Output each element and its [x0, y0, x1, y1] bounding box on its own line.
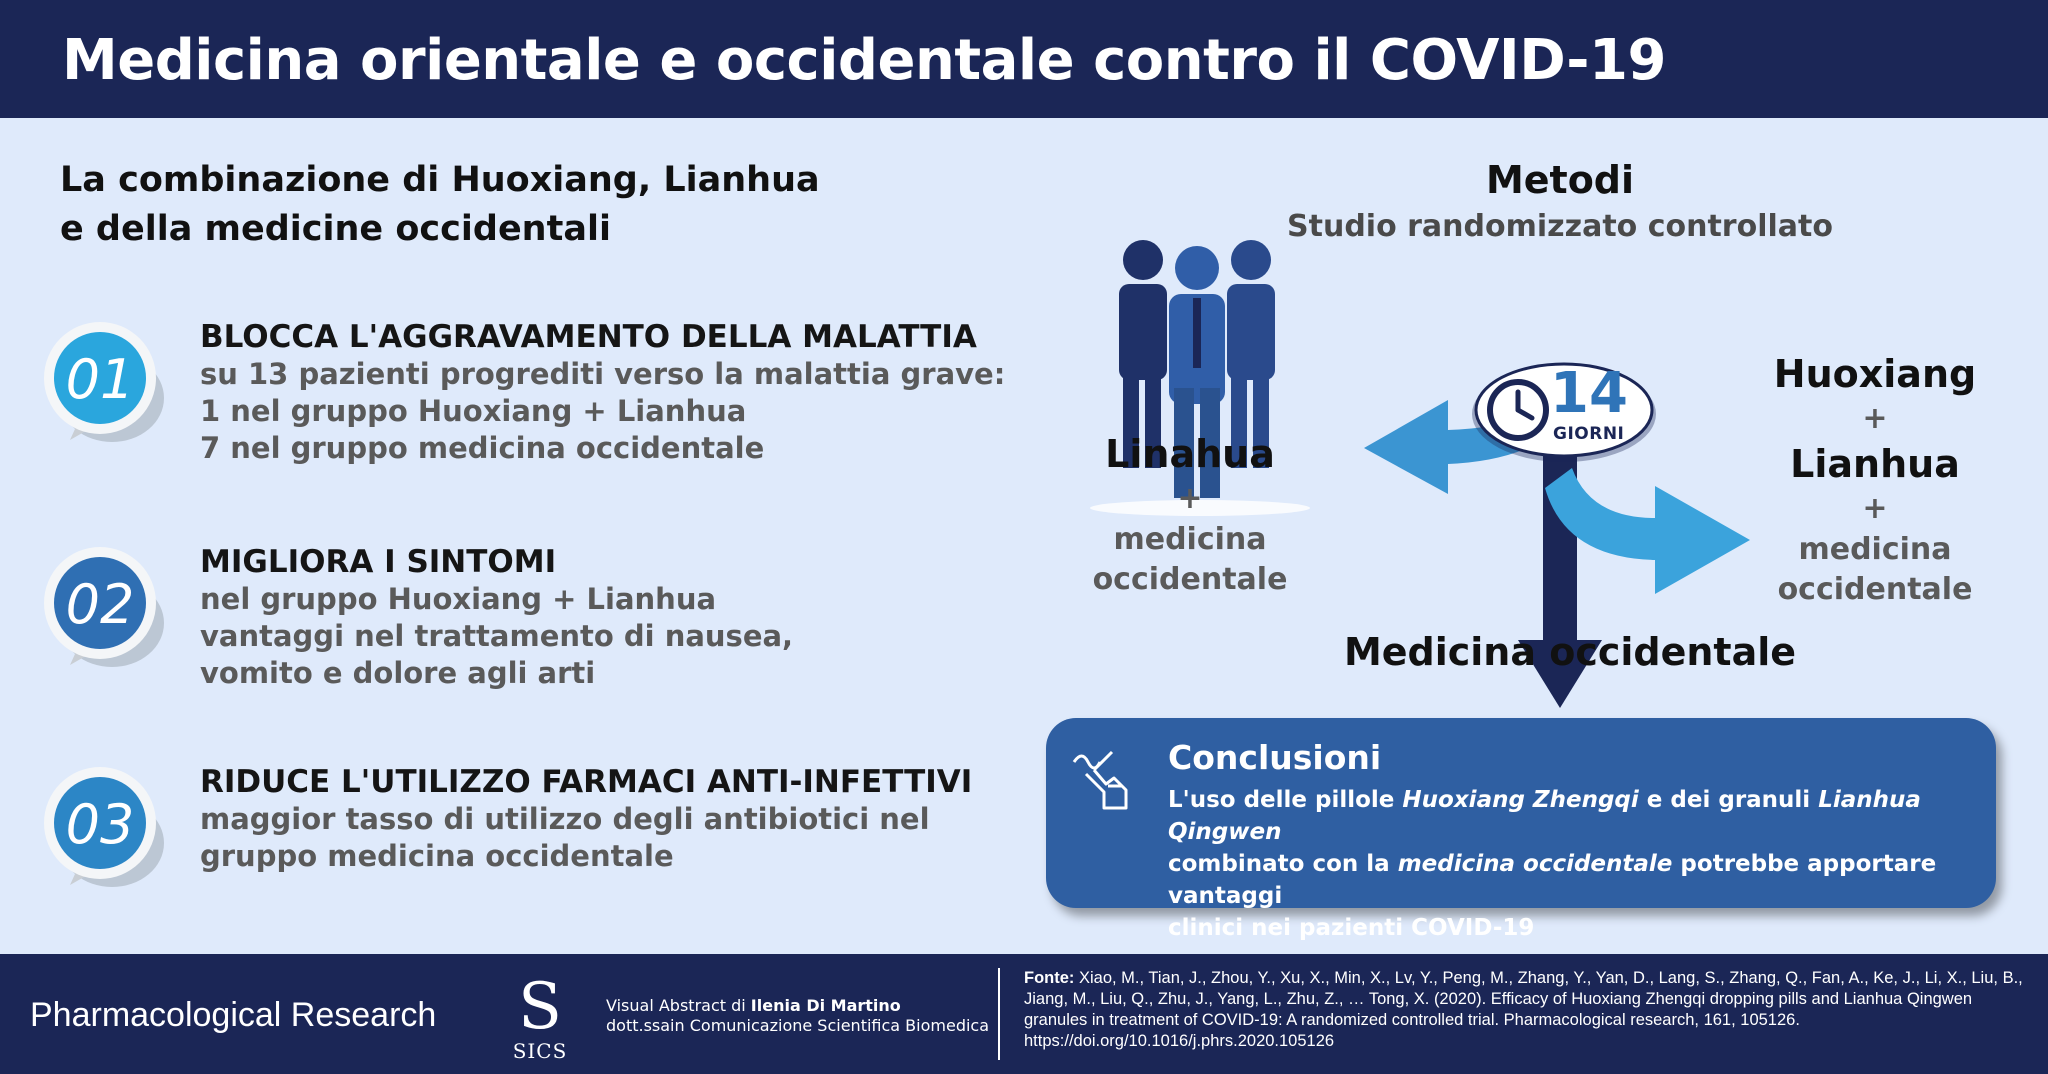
source-citation: Fonte: Xiao, M., Tian, J., Zhou, Y., Xu, X., Min, X., Lv, Y., Peng, M., Zhang, Y., Yan, D., Lang, S., Zhang, Q., Fan, A., Ke, J., Li, X., Liu, B., Jiang, M., Liu, Q., Zhu, J., Yang, L., Zhu, Z., … Tong, X. (2020). Efficacy of Huoxiang Zhengqi dropping pills and Lianhua Qingwen granules in treatment of COVID-19: A randomized controlled trial. Pharmacological research, 161, 105126. https://doi.org/10.1016/j.phrs.2020.105126 — [1024, 969, 2023, 1050]
finding-line: vantaggi nel trattamento di nausea, — [200, 619, 794, 653]
number-badge-icon — [40, 318, 170, 448]
doi-link[interactable]: https://doi.org/10.1016/j.phrs.2020.105126 — [1024, 1032, 1335, 1050]
badge-number: 01 — [65, 348, 135, 411]
finding-line: gruppo medicina occidentale — [200, 839, 674, 873]
finding-line: su 13 pazienti progrediti verso la malattia grave: — [200, 357, 1006, 391]
badge-number: 02 — [65, 573, 135, 636]
finding-line: 1 nel gruppo Huoxiang + Lianhua — [200, 394, 747, 428]
footer-bar — [0, 954, 2048, 1074]
subtitle-line-1: La combinazione di Huoxiang, Lianhua — [60, 160, 820, 200]
group-right-name2: Lianhua — [1790, 442, 1960, 486]
duration-unit: GIORNI — [1553, 424, 1625, 444]
methods-title: Metodi — [1485, 158, 1635, 202]
group-right-line1: medicina — [1798, 532, 1952, 567]
finding-title: MIGLIORA I SINTOMI — [200, 544, 557, 580]
main-content — [0, 118, 2048, 954]
finding-line: nel gruppo Huoxiang + Lianhua — [200, 582, 717, 616]
duration-badge — [1470, 356, 1658, 464]
svg-text:S: S — [518, 970, 562, 1044]
group-left-name: Linahua — [1105, 432, 1275, 476]
finding-line: maggior tasso di utilizzo degli antibiotici nel — [200, 802, 930, 836]
group-right — [1745, 350, 2005, 610]
group-right-line2: occidentale — [1777, 572, 1973, 607]
finding-title: BLOCCA L'AGGRAVAMENTO DELLA MALATTIA — [200, 319, 977, 355]
plus-sign: + — [1177, 481, 1203, 516]
number-badge-icon — [40, 543, 170, 673]
subtitle-line-2: e della medicine occidentali — [60, 209, 611, 249]
journal-name: Pharmacological Research — [30, 996, 437, 1034]
duration-value: 14 — [1550, 361, 1628, 426]
group-left-line1: medicina — [1113, 522, 1267, 557]
conclusion-title: Conclusioni — [1168, 738, 1382, 777]
conclusion-box — [1046, 718, 1996, 941]
plus-sign: + — [1862, 491, 1888, 526]
finding-line: vomito e dolore agli arti — [200, 656, 596, 690]
sics-logo — [500, 970, 580, 1062]
credit-text: Visual Abstract di Ilenia Di Martino dott.ssain Comunicazione Scientifica Biomedica — [606, 996, 990, 1035]
methods-subtitle: Studio randomizzato controllato — [1287, 209, 1833, 244]
group-right-name1: Huoxiang — [1773, 352, 1977, 396]
badge-number: 03 — [65, 793, 135, 856]
conclusion-text: L'uso delle pillole Huoxiang Zhengqi e dei granuli Lianhua Qingwen combinato con la medicina occidentale potrebbe apportare vantaggi clinici nei pazienti COVID-19 — [1168, 787, 1937, 941]
page-title: Medicina orientale e occidentale contro il COVID-19 — [62, 28, 1666, 93]
number-badge-icon — [40, 763, 170, 893]
group-bottom: Medicina occidentale — [1343, 630, 1797, 674]
group-left-line2: occidentale — [1092, 562, 1288, 597]
writing-hand-icon — [1064, 744, 1134, 814]
svg-text:SICS: SICS — [512, 1039, 568, 1062]
subtitle — [60, 156, 960, 254]
finding-title: RIDUCE L'UTILIZZO FARMACI ANTI-INFETTIVI — [200, 764, 973, 800]
group-left — [1070, 430, 1310, 600]
finding-line: 7 nel gruppo medicina occidentale — [200, 431, 765, 465]
header-bar — [0, 0, 2048, 118]
footer-divider — [998, 968, 1000, 1060]
plus-sign: + — [1862, 401, 1888, 436]
